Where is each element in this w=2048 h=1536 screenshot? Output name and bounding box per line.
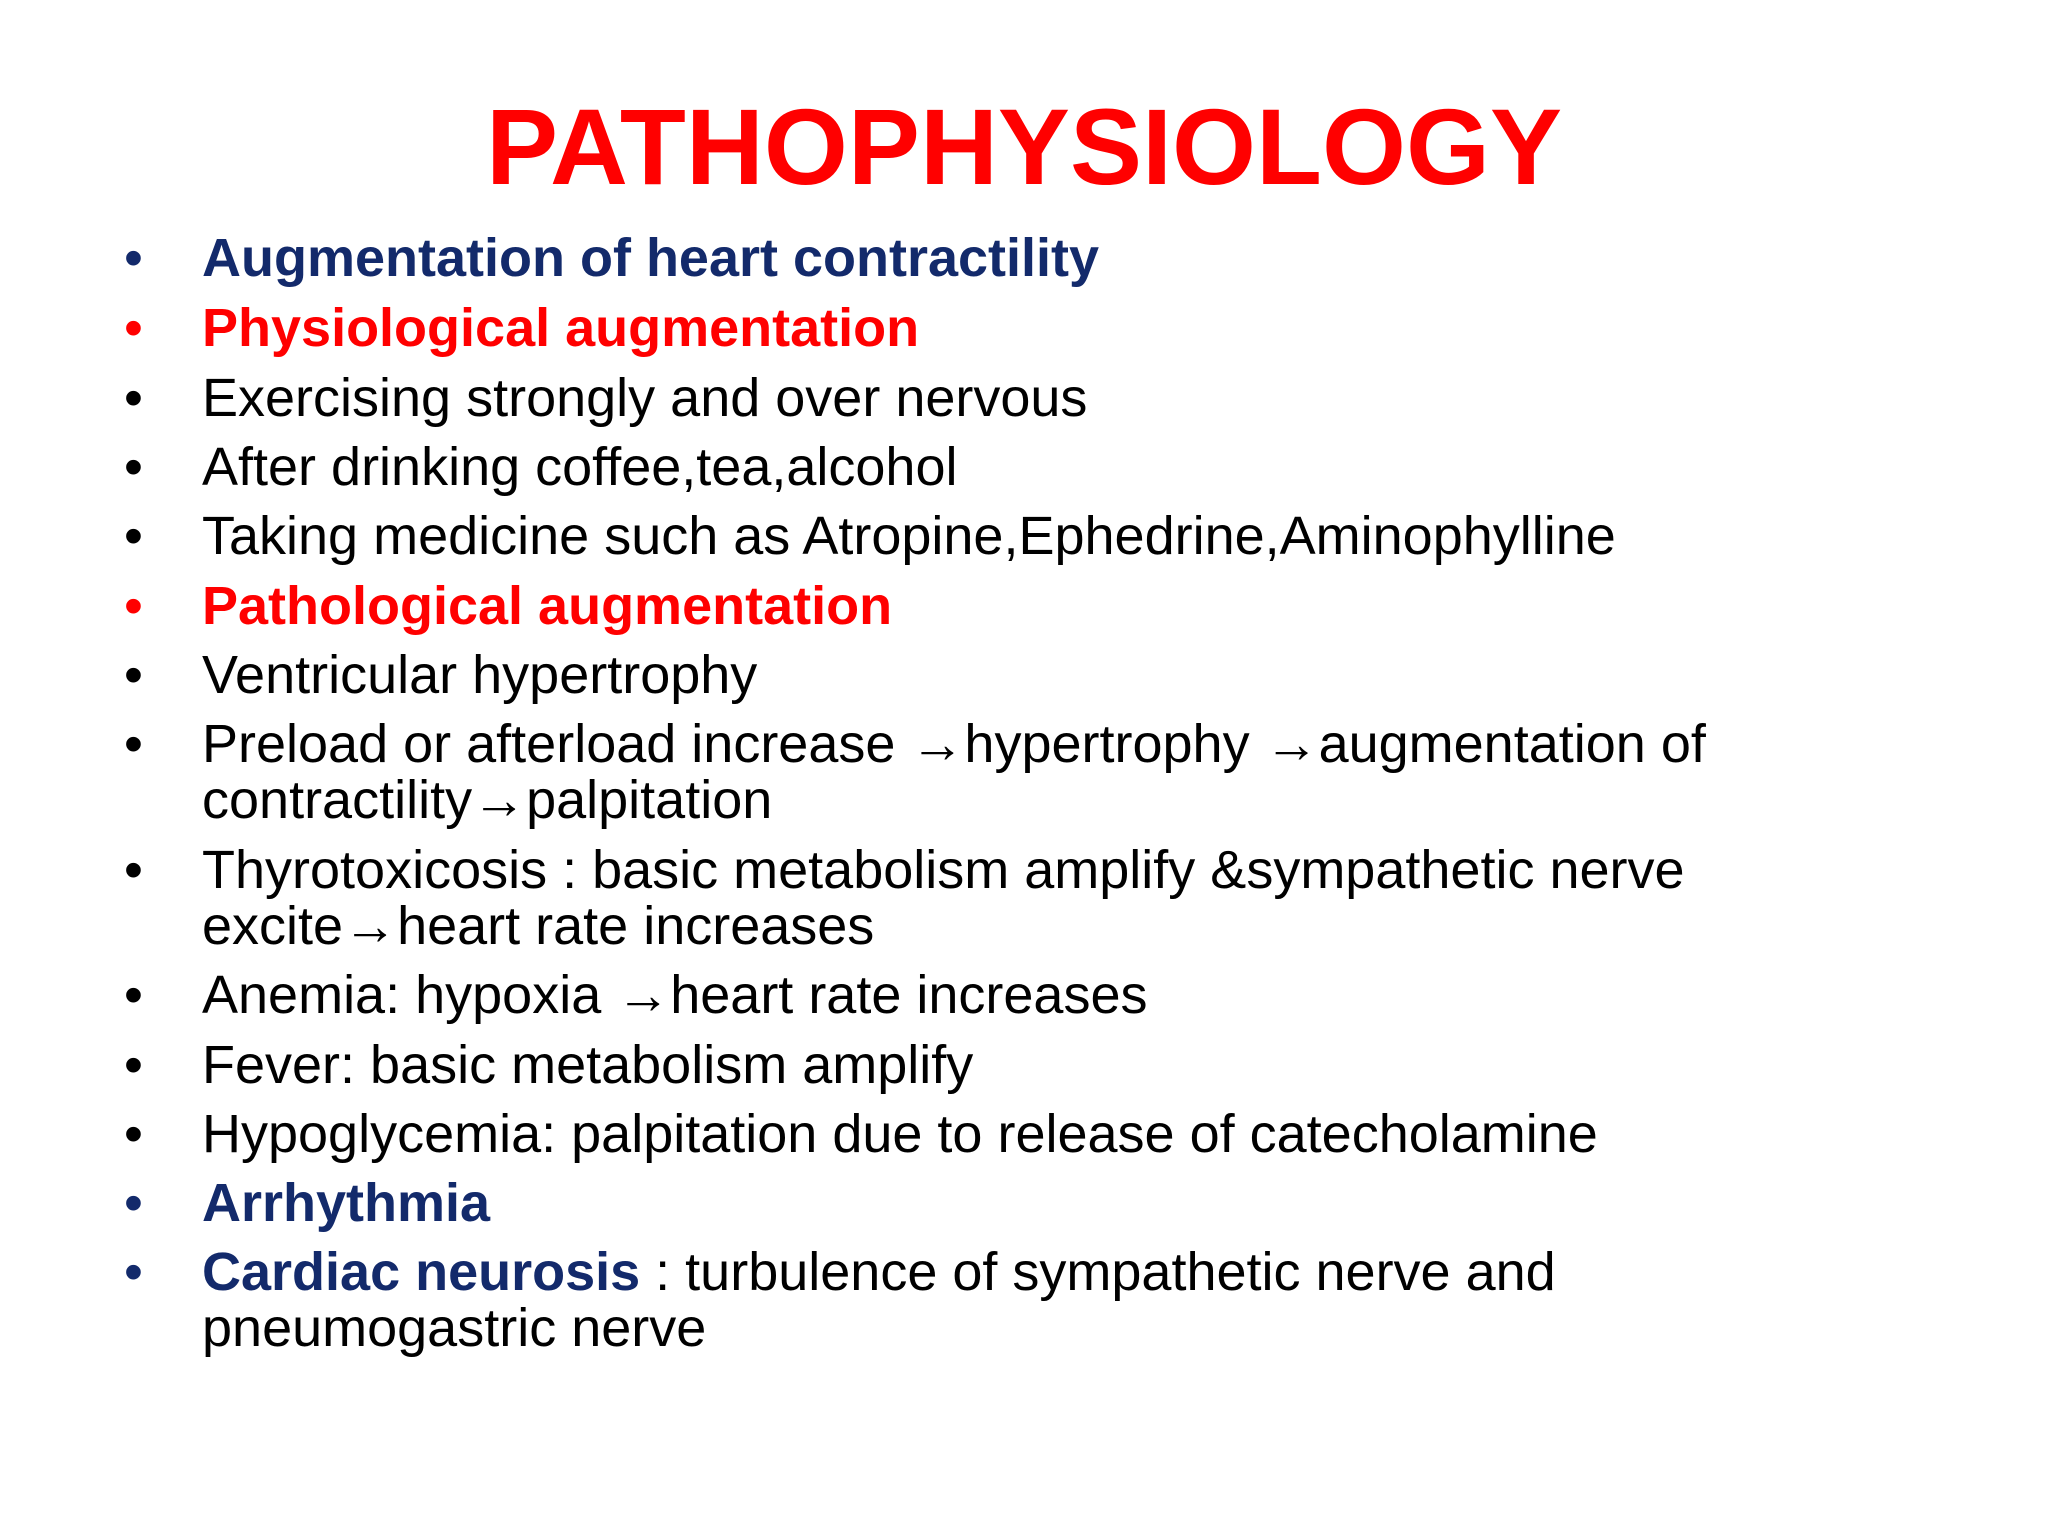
list-item (124, 298, 1852, 358)
list-item (124, 1173, 1852, 1233)
list-item-text: Thyrotoxicosis : basic metabolism amplify &sympathetic nerve excite→heart rate increases (202, 840, 1685, 956)
list-item-text: Physiological augmentation (202, 298, 920, 358)
list-item (124, 1035, 1852, 1095)
list-item (124, 645, 1852, 705)
list-item (124, 1104, 1852, 1164)
list-item (124, 840, 1852, 956)
list-item (124, 965, 1852, 1025)
list-item-text: After drinking coffee,tea,alcohol (202, 437, 958, 497)
list-item (124, 506, 1852, 566)
bullet-marker: • (124, 1104, 143, 1164)
bullet-marker: • (124, 840, 143, 900)
list-item-text: Preload or afterload increase →hypertrophy →augmentation of contractility→palpitation (202, 714, 1706, 830)
list-item-text: Pathological augmentation (202, 576, 893, 636)
bullet-marker: • (124, 1242, 143, 1302)
bullet-marker: • (124, 506, 143, 566)
list-item-text: Augmentation of heart contractility (202, 228, 1100, 288)
list-item-text: Cardiac neurosis (202, 1242, 641, 1302)
bullet-marker: • (124, 437, 143, 497)
list-item-text: Hypoglycemia: palpitation due to release of catecholamine (202, 1104, 1598, 1164)
bullet-marker: • (124, 714, 143, 774)
list-item-text: Taking medicine such as Atropine,Ephedrine,Aminophylline (202, 506, 1616, 566)
list-item-text: Anemia: hypoxia →heart rate increases (202, 965, 1148, 1025)
bullet-marker: • (124, 228, 143, 288)
bullet-marker: • (124, 1035, 143, 1095)
list-item (124, 1242, 1852, 1358)
bullet-marker: • (124, 368, 143, 428)
bullet-marker: • (124, 965, 143, 1025)
bullet-marker: • (124, 576, 143, 636)
list-item (124, 714, 1852, 830)
list-item (124, 368, 1852, 428)
bullet-marker: • (124, 298, 143, 358)
list-item (124, 576, 1852, 636)
list-item-text: Arrhythmia (202, 1173, 491, 1233)
list-item-text: Exercising strongly and over nervous (202, 368, 1088, 428)
bullet-marker: • (124, 1173, 143, 1233)
list-item-text: : turbulence of sympathetic nerve and pneumogastric nerve (202, 1242, 1556, 1358)
list-item-text: Ventricular hypertrophy (202, 645, 758, 705)
list-item (124, 228, 1852, 288)
bullet-marker: • (124, 645, 143, 705)
list-item (124, 437, 1852, 497)
slide-title: PATHOPHYSIOLOGY (485, 86, 1563, 207)
list-item-text: Fever: basic metabolism amplify (202, 1035, 974, 1095)
